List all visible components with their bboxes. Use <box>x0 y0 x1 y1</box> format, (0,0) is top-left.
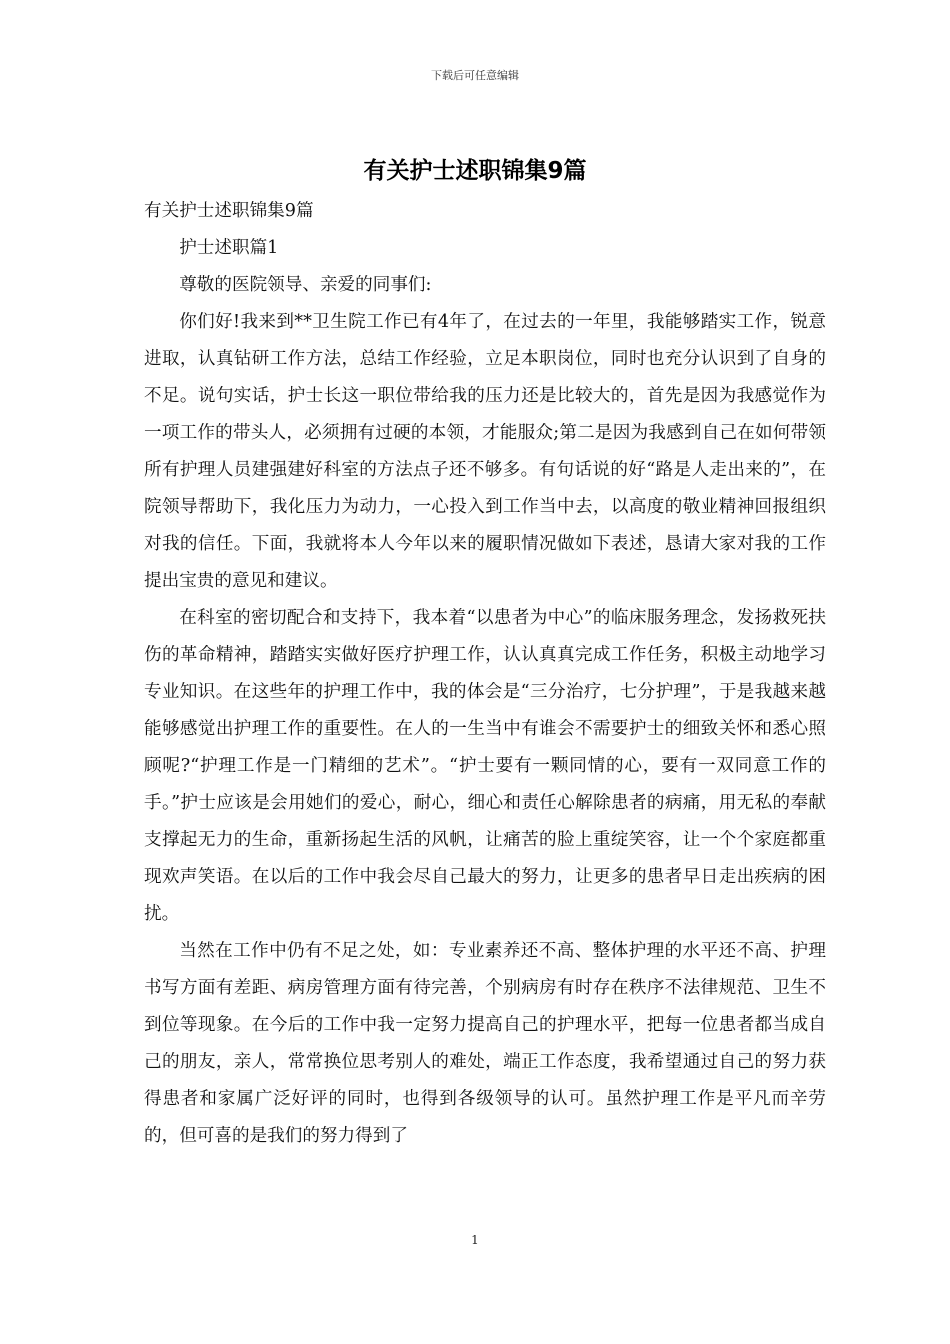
header-note: 下载后可任意编辑 <box>431 69 519 82</box>
page-number: 1 <box>471 1233 479 1247</box>
document-subtitle: 有关护士述职锦集9篇 <box>144 201 314 221</box>
document-body <box>144 193 826 1155</box>
greeting-line: 尊敬的医院领导、亲爱的同事们: <box>179 275 432 295</box>
body-paragraph: 你们好!我来到**卫生院工作已有4年了，在过去的一年里，我能够踏实工作，锐意进取，认真钻研工作方法，总结工作经验，立足本职岗位，同时也充分认识到了自身的不足。说句实话，护士长这一职位带给我的压力还是比较大的，首先是因为我感觉作为一项工作的带头人，必须拥有过硬的本领，才能服众;第二是因为我感到自己在如何带领所有护理人员建强建好科室的方法点子还不够多。有句话说的好“路是人走出来的”，在院领导帮助下，我化压力为动力，一心投入到工作当中去，以高度的敬业精神回报组织对我的信任。下面，我就将本人今年以来的履职情况做如下表述，恳请大家对我的工作提出宝贵的意见和建议。 <box>144 312 826 591</box>
body-paragraph: 当然在工作中仍有不足之处，如：专业素养还不高、整体护理的水平还不高、护理书写方面有差距、病房管理方面有待完善，个别病房有时存在秩序不法律规范、卫生不到位等现象。在今后的工作中我一定努力提高自己的护理水平，把每一位患者都当成自己的朋友，亲人，常常换位思考别人的难处，端正工作态度，我希望通过自己的努力获得患者和家属广泛好评的同时，也得到各级领导的认可。虽然护理工作是平凡而辛劳的，但可喜的是我们的努力得到了 <box>144 941 826 1146</box>
body-paragraph: 在科室的密切配合和支持下，我本着“以患者为中心”的临床服务理念，发扬救死扶伤的革命精神，踏踏实实做好医疗护理工作，认认真真完成工作任务，积极主动地学习专业知识。在这些年的护理工作中，我的体会是“三分治疗，七分护理”，于是我越来越能够感觉出护理工作的重要性。在人的一生当中有谁会不需要护士的细致关怀和悉心照顾呢?“护理工作是一门精细的艺术”。“护士要有一颗同情的心，要有一双同意工作的手。”护士应该是会用她们的爱心，耐心，细心和责任心解除患者的病痛，用无私的奉献支撑起无力的生命，重新扬起生活的风帆，让痛苦的脸上重绽笑容，让一个个家庭都重现欢声笑语。在以后的工作中我会尽自己最大的努力，让更多的患者早日走出疾病的困扰。 <box>144 608 826 924</box>
document-title: 有关护士述职锦集9篇 <box>363 158 587 184</box>
section-heading: 护士述职篇1 <box>179 238 279 258</box>
